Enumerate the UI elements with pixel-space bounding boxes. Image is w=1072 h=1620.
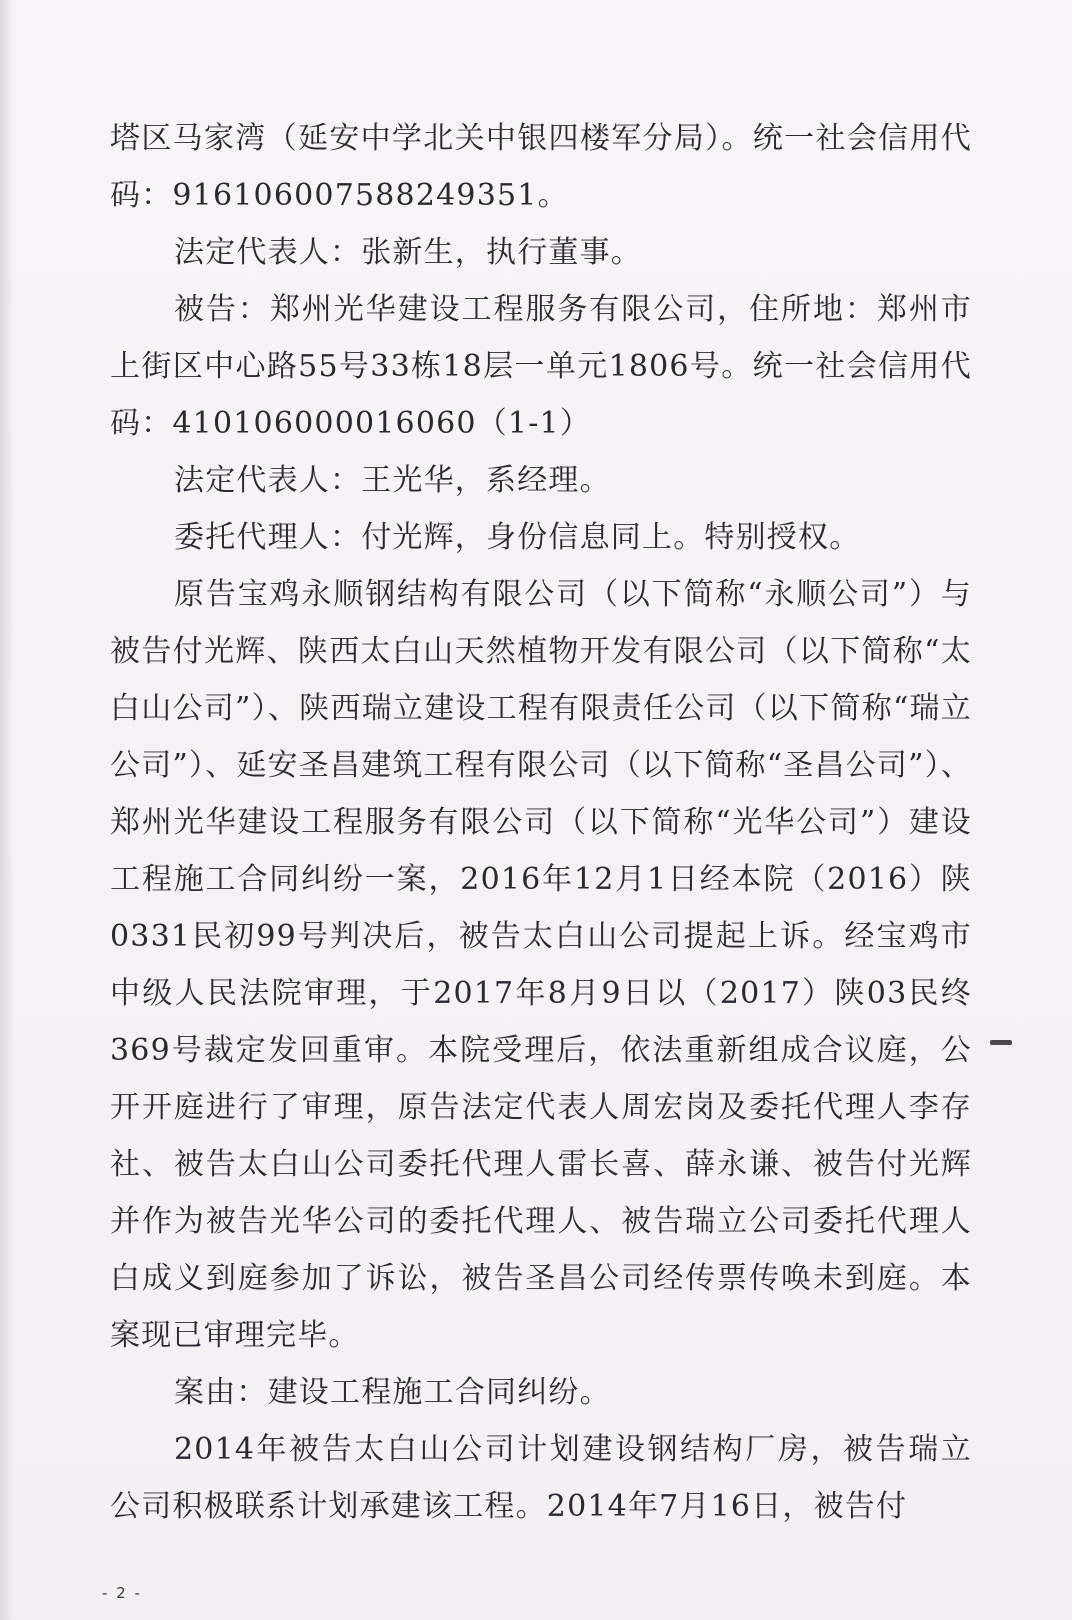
- paragraph-case-summary: 原告宝鸡永顺钢结构有限公司（以下简称“永顺公司”）与被告付光辉、陕西太白山天然植物开发有限公司（以下简称“太白山公司”）、陕西瑞立建设工程有限责任公司（以下简称“瑞立公司”）、延安圣昌建筑工程有限公司（以下简称“圣昌公司”）、郑州光华建设工程服务有限公司（以下简称“光华公司”）建设工程施工合同纠纷一案，2016年12月1日经本院（2016）陕0331民初99号判决后，被告太白山公司提起上诉。经宝鸡市中级人民法院审理，于2017年8月9日以（2017）陕03民终369号裁定发回重审。本院受理后，依法重新组成合议庭，公开开庭进行了审理，原告法定代表人周宏岗及委托代理人李存社、被告太白山公司委托代理人雷长喜、薛永谦、被告付光辉并作为被告光华公司的委托代理人、被告瑞立公司委托代理人白成义到庭参加了诉讼，被告圣昌公司经传票传唤未到庭。本案现已审理完毕。: [110, 577, 973, 1353]
- document-body: [110, 110, 972, 1535]
- paragraph-company-address: 塔区马家湾（延安中学北关中银四楼军分局）。统一社会信用代码：916106007588249351。: [110, 121, 972, 213]
- paragraph-cause: 案由：建设工程施工合同纠纷。: [174, 1375, 611, 1410]
- paragraph-legal-rep-2: 法定代表人：王光华，系经理。: [174, 463, 611, 498]
- paragraph-facts: 2014年被告太白山公司计划建设钢结构厂房，被告瑞立公司积极联系计划承建该工程。2014年7月16日，被告付: [110, 1432, 972, 1524]
- scan-edge-mark: [990, 1040, 1012, 1045]
- page-number: - 2 -: [102, 1584, 142, 1602]
- page-edge-shadow: [0, 0, 14, 1620]
- paragraph-agent: 委托代理人：付光辉，身份信息同上。特别授权。: [174, 520, 861, 555]
- paragraph-defendant-guanghua: 被告：郑州光华建设工程服务有限公司，住所地：郑州市上街区中心路55号33栋18层一单元1806号。统一社会信用代码：410106000016060（1-1）: [110, 292, 972, 441]
- paragraph-legal-rep-1: 法定代表人：张新生，执行董事。: [174, 235, 642, 270]
